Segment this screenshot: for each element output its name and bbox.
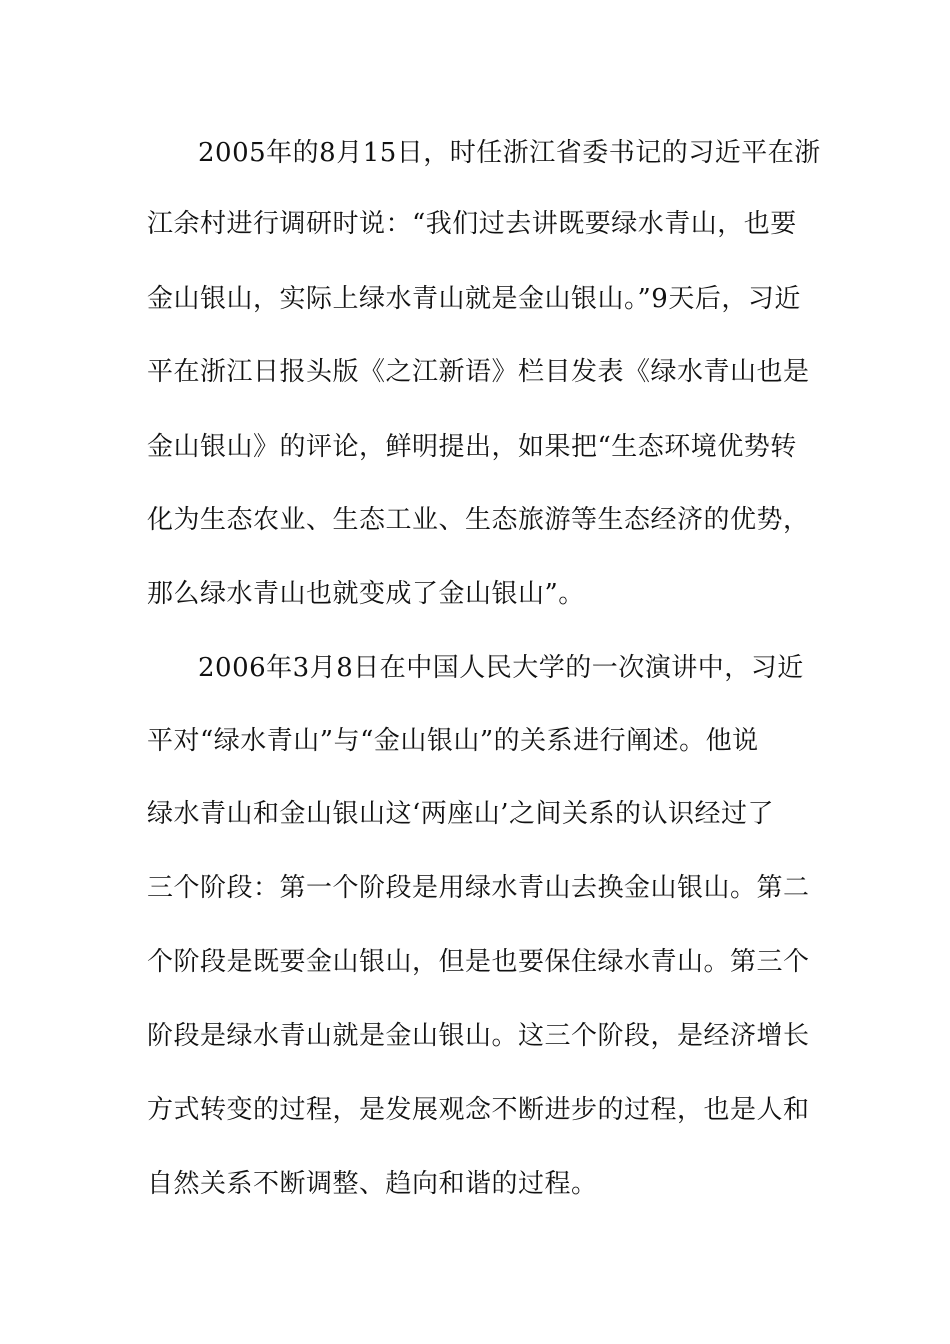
paragraph-1-line-6: 化为生态农业、生态工业、生态旅游等生态经济的优势，: [147, 505, 810, 535]
paragraph-1-line-4: 平在浙江日报头版《之江新语》栏目发表《绿水青山也是: [147, 357, 810, 387]
paragraph-1-line-3: 金山银山，实际上绿水青山就是金山银山。”9天后，习近: [147, 284, 801, 314]
paragraph-2-line-7: 方式转变的过程，是发展观念不断进步的过程，也是人和: [147, 1095, 810, 1125]
paragraph-2-line-2: 平对“绿水青山”与“金山银山”的关系进行阐述。他说: [147, 726, 759, 756]
paragraph-2-line-1: 2006年3月8日在中国人民大学的一次演讲中，习近: [198, 653, 804, 683]
paragraph-1-line-7: 那么绿水青山也就变成了金山银山”。: [147, 579, 585, 609]
paragraph-2-line-3: 绿水青山和金山银山这‘两座山’之间关系的认识经过了: [147, 799, 775, 829]
paragraph-2-line-4: 三个阶段：第一个阶段是用绿水青山去换金山银山。第二: [147, 873, 810, 903]
paragraph-1-line-1: 2005年的8月15日，时任浙江省委书记的习近平在浙: [198, 138, 821, 168]
paragraph-2-line-6: 阶段是绿水青山就是金山银山。这三个阶段，是经济增长: [147, 1021, 810, 1051]
paragraph-2-line-5: 个阶段是既要金山银山，但是也要保住绿水青山。第三个: [147, 947, 810, 977]
paragraph-1-line-5: 金山银山》的评论，鲜明提出，如果把“生态环境优势转: [147, 432, 797, 462]
paragraph-1-line-2: 江余村进行调研时说：“我们过去讲既要绿水青山，也要: [147, 209, 797, 239]
paragraph-2-line-8: 自然关系不断调整、趋向和谐的过程。: [147, 1169, 598, 1199]
